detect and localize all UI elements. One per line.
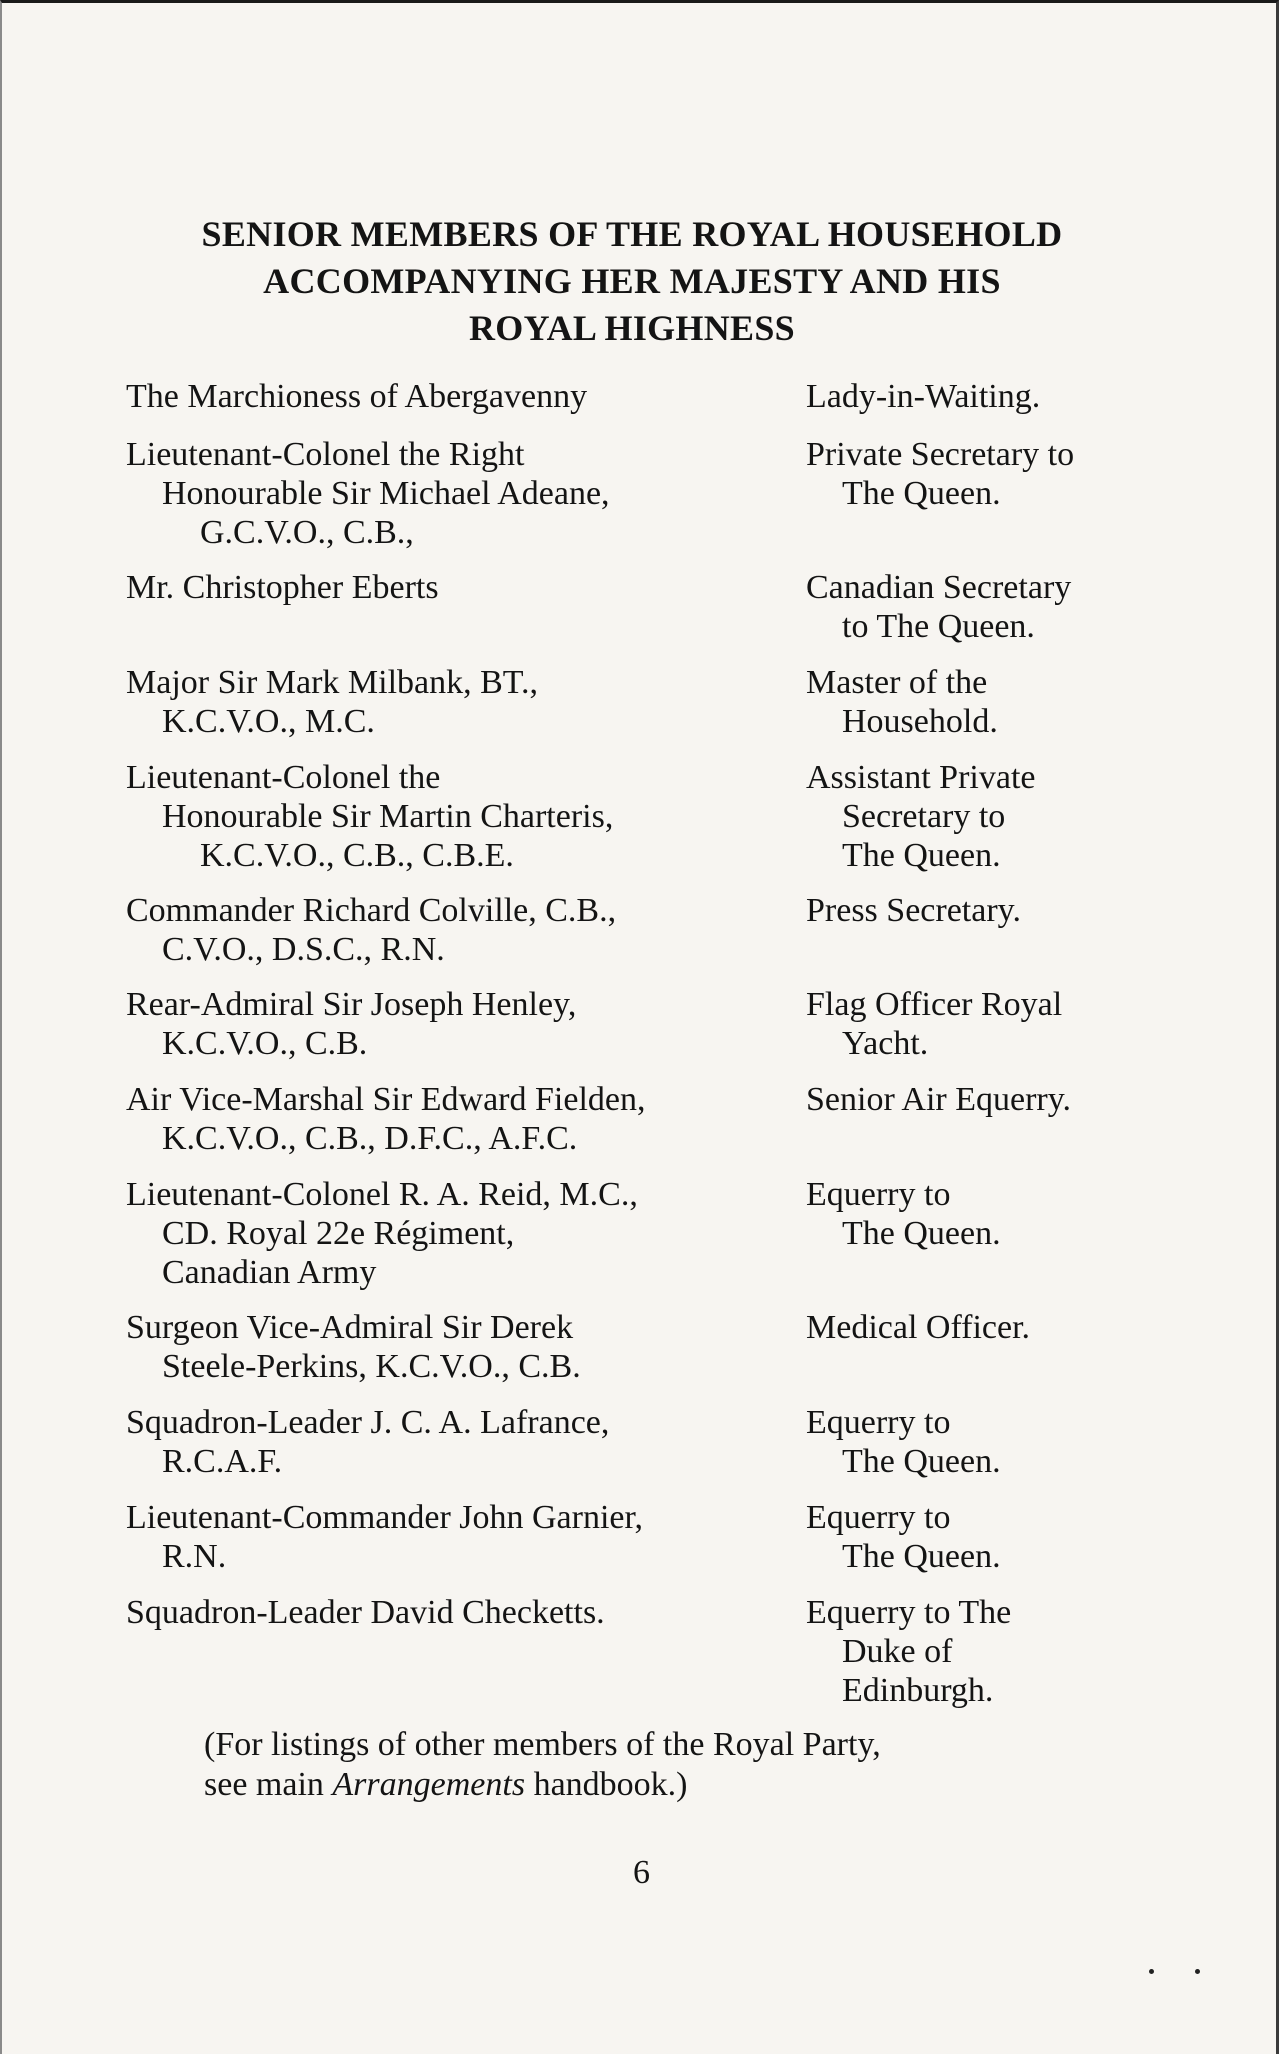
- role-line: Senior Air Equerry.: [806, 1081, 1072, 1118]
- name-line: Commander Richard Colville, C.B.,: [126, 892, 617, 929]
- title-line: ROYAL HIGHNESS: [469, 308, 795, 348]
- role-line: to The Queen.: [842, 608, 1035, 645]
- name-line: G.C.V.O., C.B.,: [200, 514, 414, 551]
- member-name: [126, 1593, 786, 1632]
- name-line: C.V.O., D.S.C., R.N.: [162, 931, 445, 968]
- member-name: [126, 663, 786, 741]
- role-line: Duke of: [842, 1633, 953, 1670]
- role-line: The Queen.: [842, 837, 1001, 874]
- member-role: [806, 377, 1176, 416]
- footnote-text: see main: [204, 1766, 333, 1803]
- page-title: [122, 211, 1142, 352]
- title-line: SENIOR MEMBERS OF THE ROYAL HOUSEHOLD: [201, 214, 1063, 254]
- title-line: ACCOMPANYING HER MAJESTY AND HIS: [263, 261, 1001, 301]
- role-line: The Queen.: [842, 1538, 1001, 1575]
- name-line: Surgeon Vice-Admiral Sir Derek: [126, 1309, 574, 1346]
- member-name: [126, 568, 786, 607]
- name-line: Lieutenant-Colonel R. A. Reid, M.C.,: [126, 1176, 638, 1213]
- role-line: Equerry to: [806, 1404, 951, 1441]
- role-line: Medical Officer.: [806, 1309, 1031, 1346]
- role-line: The Queen.: [842, 1443, 1001, 1480]
- role-line: Equerry to: [806, 1176, 951, 1213]
- member-name: [126, 1498, 786, 1576]
- member-role: [806, 891, 1176, 930]
- member-role: [806, 568, 1176, 646]
- member-role: [806, 1403, 1176, 1481]
- page-number: 6: [633, 1854, 650, 1891]
- name-line: Squadron-Leader J. C. A. Lafrance,: [126, 1404, 610, 1441]
- role-line: The Queen.: [842, 1215, 1001, 1252]
- name-line: Mr. Christopher Eberts: [126, 569, 439, 606]
- name-line: K.C.V.O., M.C.: [162, 703, 375, 740]
- role-line: Edinburgh.: [842, 1672, 994, 1709]
- member-role: [806, 758, 1176, 875]
- name-line: K.C.V.O., C.B., D.F.C., A.F.C.: [162, 1120, 578, 1157]
- name-line: Lieutenant-Colonel the Right: [126, 436, 525, 473]
- name-line: R.N.: [162, 1538, 227, 1575]
- name-line: Major Sir Mark Milbank, BT.,: [126, 664, 539, 701]
- member-role: [806, 985, 1176, 1063]
- name-line: Lieutenant-Commander John Garnier,: [126, 1499, 643, 1536]
- member-role: [806, 1593, 1176, 1710]
- role-line: Lady-in-Waiting.: [806, 378, 1041, 415]
- footnote: [204, 1725, 1104, 1805]
- name-line: Honourable Sir Michael Adeane,: [162, 475, 610, 512]
- role-line: Private Secretary to: [806, 436, 1075, 473]
- name-line: The Marchioness of Abergavenny: [126, 378, 588, 415]
- name-line: Rear-Admiral Sir Joseph Henley,: [126, 986, 577, 1023]
- name-line: R.C.A.F.: [162, 1443, 283, 1480]
- role-line: Canadian Secretary: [806, 569, 1072, 606]
- member-role: [806, 1498, 1176, 1576]
- member-role: [806, 1175, 1176, 1253]
- name-line: CD. Royal 22e Régiment,: [162, 1215, 515, 1252]
- role-line: The Queen.: [842, 475, 1001, 512]
- role-line: Secretary to: [842, 798, 1006, 835]
- footnote-line: [204, 1765, 1104, 1805]
- member-name: [126, 1080, 786, 1158]
- name-line: Air Vice-Marshal Sir Edward Fielden,: [126, 1081, 646, 1118]
- role-line: Master of the: [806, 664, 988, 701]
- member-name: [126, 1175, 786, 1292]
- name-line: Steele-Perkins, K.C.V.O., C.B.: [162, 1348, 581, 1385]
- name-line: Canadian Army: [162, 1254, 377, 1291]
- member-name: [126, 758, 786, 875]
- member-name: [126, 435, 786, 552]
- name-line: K.C.V.O., C.B., C.B.E.: [200, 837, 514, 874]
- footnote-text: handbook.): [525, 1766, 688, 1803]
- member-name: [126, 377, 786, 416]
- name-line: K.C.V.O., C.B.: [162, 1025, 368, 1062]
- role-line: Equerry to: [806, 1499, 951, 1536]
- ink-speck: [1149, 1969, 1154, 1974]
- member-role: [806, 435, 1176, 513]
- member-role: [806, 1308, 1176, 1347]
- role-line: Household.: [842, 703, 998, 740]
- role-line: Assistant Private: [806, 759, 1036, 796]
- name-line: Squadron-Leader David Checketts.: [126, 1594, 605, 1631]
- name-line: Lieutenant-Colonel the: [126, 759, 441, 796]
- member-name: [126, 1308, 786, 1386]
- footnote-line: (For listings of other members of the Royal Party,: [204, 1726, 881, 1763]
- role-line: Equerry to The: [806, 1594, 1012, 1631]
- name-line: Honourable Sir Martin Charteris,: [162, 798, 614, 835]
- member-name: [126, 1403, 786, 1481]
- ink-speck: [1195, 1969, 1200, 1974]
- member-name: [126, 891, 786, 969]
- member-name: [126, 985, 786, 1063]
- role-line: Yacht.: [842, 1025, 929, 1062]
- member-role: [806, 663, 1176, 741]
- role-line: Press Secretary.: [806, 892, 1021, 929]
- member-role: [806, 1080, 1176, 1119]
- role-line: Flag Officer Royal: [806, 986, 1063, 1023]
- footnote-italic-text: Arrangements: [332, 1766, 526, 1803]
